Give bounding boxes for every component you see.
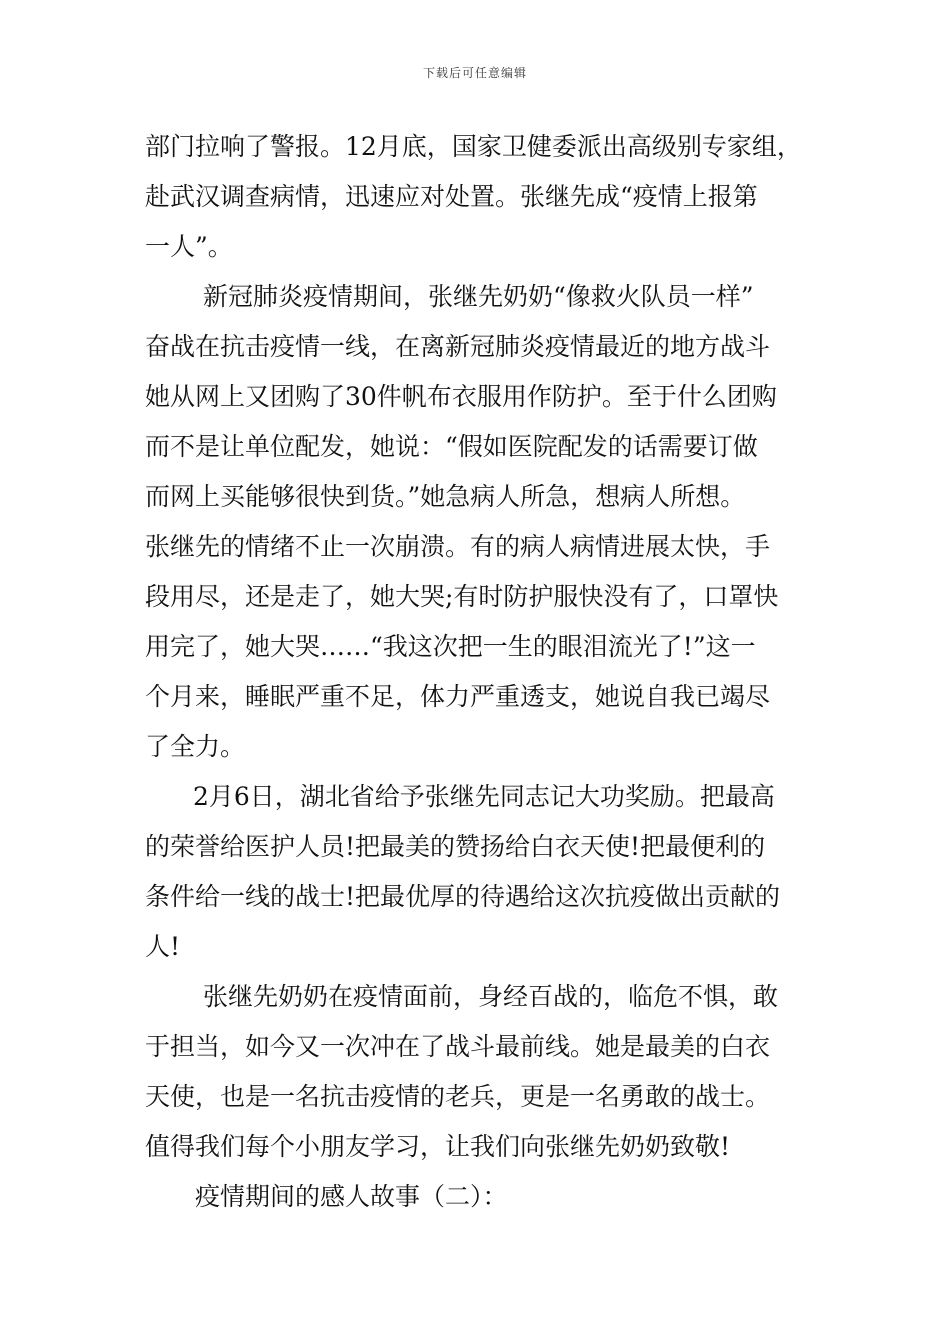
- text-line: 段用尽，还是走了，她大哭;有时防护服快没有了，口罩快: [145, 582, 779, 611]
- text-line: 人!: [145, 932, 181, 961]
- text-line: 了全力。: [145, 732, 246, 761]
- paragraph-start-line: 张继先奶奶在疫情面前，身经百战的，临危不惧，敢: [203, 982, 779, 1011]
- text-line: 她从网上又团购了30件帆布衣服用作防护。至于什么团购: [145, 382, 777, 411]
- paragraph-start-line: 2月6日，湖北省给予张继先同志记大功奖励。把最高: [193, 782, 775, 811]
- text-line: 值得我们每个小朋友学习，让我们向张继先奶奶致敬!: [145, 1132, 731, 1161]
- text-line: 于担当，如今又一次冲在了战斗最前线。她是最美的白衣: [145, 1032, 771, 1061]
- text-line: 条件给一线的战士!把最优厚的待遇给这次抗疫做出贡献的: [145, 882, 781, 911]
- text-line: 赴武汉调查病情，迅速应对处置。张继先成“疫情上报第: [145, 182, 758, 211]
- document-body: [145, 122, 810, 1222]
- text-line: 部门拉响了警报。12月底，国家卫健委派出高级别专家组，: [145, 132, 802, 161]
- section-heading: 疫情期间的感人故事（二）：: [195, 1182, 508, 1211]
- page-header: 下载后可任意编辑: [422, 66, 527, 80]
- paragraph-start-line: 新冠肺炎疫情期间，张继先奶奶“像救火队员一样”: [203, 282, 754, 311]
- text-line: 天使，也是一名抗击疫情的老兵，更是一名勇敢的战士。: [145, 1082, 771, 1111]
- text-line: 奋战在抗击疫情一线，在离新冠肺炎疫情最近的地方战斗: [145, 332, 771, 361]
- text-line: 而网上买能够很快到货。”她急病人所急，想病人所想。: [145, 482, 746, 511]
- text-line: 个月来，睡眠严重不足，体力严重透支，她说自我已竭尽: [145, 682, 771, 711]
- text-line: 一人”。: [145, 232, 233, 261]
- text-line: 的荣誉给医护人员!把最美的赞扬给白衣天使!把最便利的: [145, 832, 766, 861]
- text-line: 而不是让单位配发，她说：“假如医院配发的话需要订做: [145, 432, 758, 461]
- text-line: 用完了，她大哭……“我这次把一生的眼泪流光了!”这一: [145, 632, 756, 661]
- text-line: 张继先的情绪不止一次崩溃。有的病人病情进展太快，手: [145, 532, 771, 561]
